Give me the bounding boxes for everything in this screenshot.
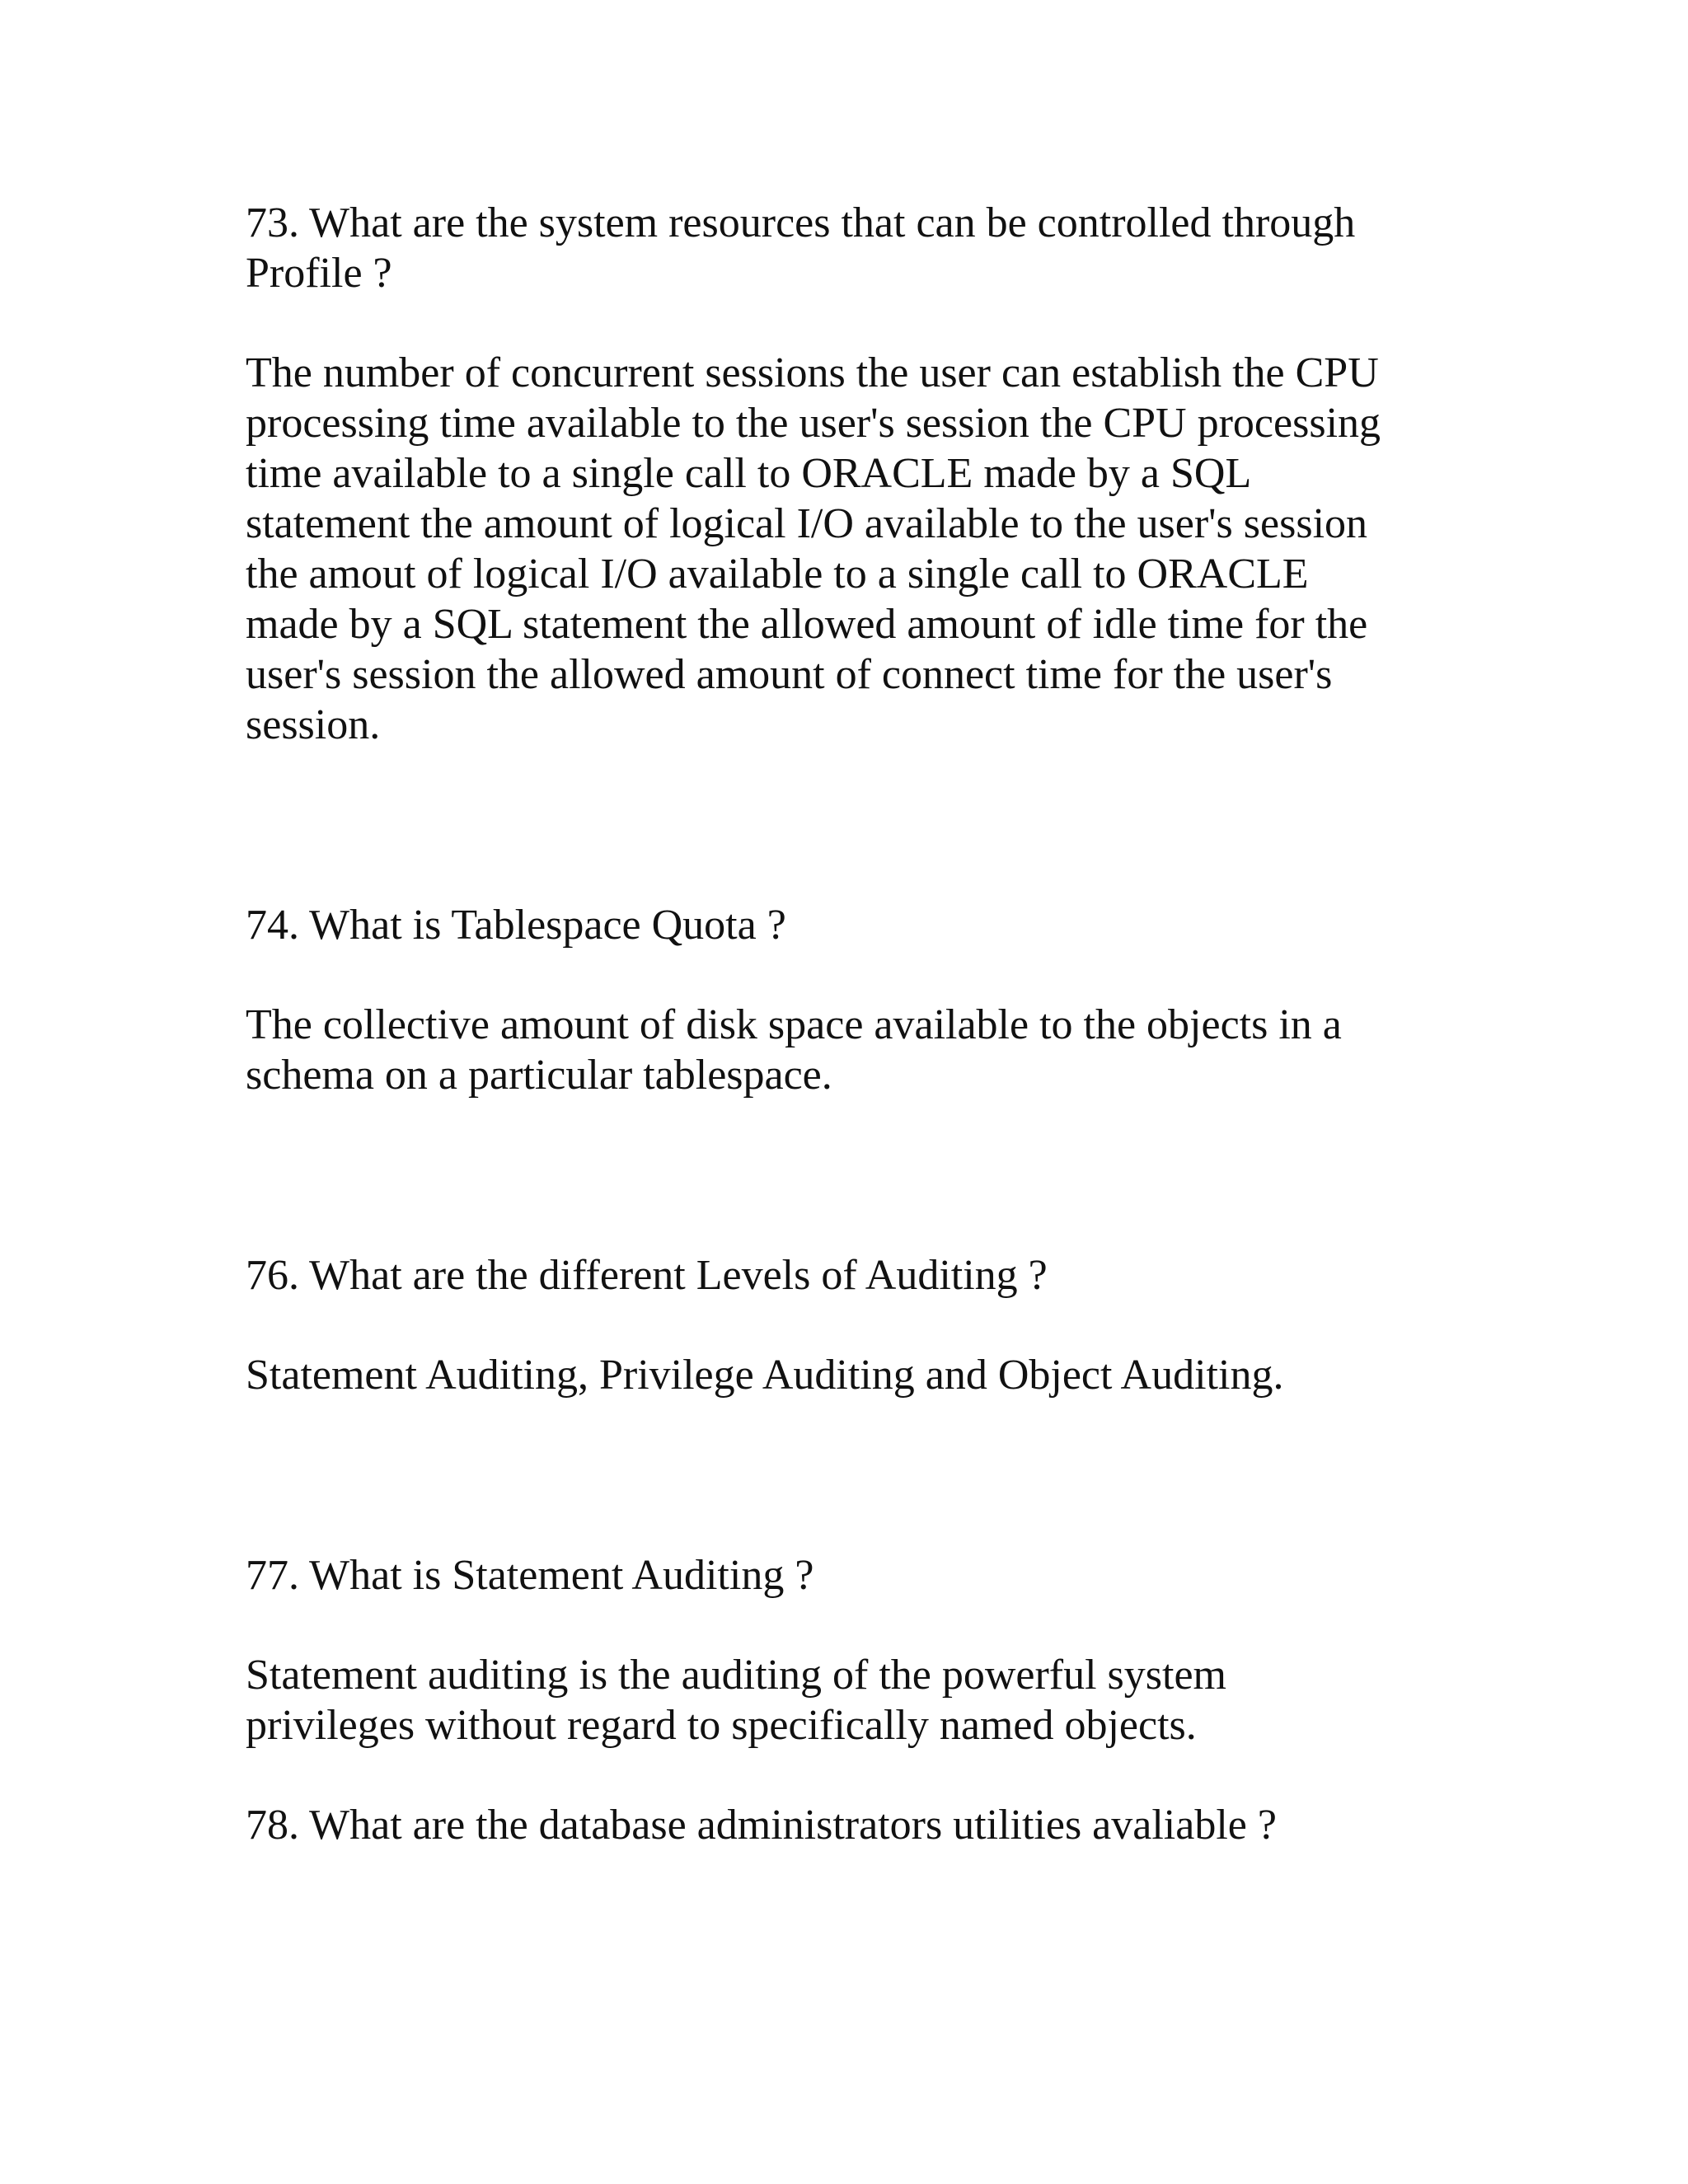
question-78: 78. What are the database administrators utilities avaliable ? (246, 1802, 1277, 1849)
question-76: 76. What are the different Levels of Auditing ? (246, 1252, 1048, 1299)
answer-74-line-2: schema on a particular tablespace. (246, 1052, 832, 1099)
question-77: 77. What is Statement Auditing ? (246, 1552, 814, 1599)
question-73-line-1: 73. What are the system resources that can be controlled through (246, 199, 1356, 246)
answer-76: Statement Auditing, Privilege Auditing and Object Auditing. (246, 1352, 1284, 1399)
answer-73-line-8: session. (246, 701, 381, 748)
answer-77-line-1: Statement auditing is the auditing of the powerful system (246, 1652, 1227, 1699)
answer-73-line-4: statement the amount of logical I/O available to the user's session (246, 500, 1368, 547)
question-74: 74. What is Tablespace Quota ? (246, 902, 786, 949)
answer-77-line-2: privileges without regard to specifically named objects. (246, 1702, 1197, 1749)
answer-73-line-3: time available to a single call to ORACLE made by a SQL (246, 450, 1252, 497)
answer-73-line-2: processing time available to the user's session the CPU processing (246, 400, 1381, 447)
answer-73-line-7: user's session the allowed amount of connect time for the user's (246, 651, 1333, 698)
question-73-line-2: Profile ? (246, 250, 392, 297)
answer-73-line-5: the amout of logical I/O available to a single call to ORACLE (246, 551, 1309, 598)
answer-73-line-1: The number of concurrent sessions the user can establish the CPU (246, 349, 1379, 396)
answer-73-line-6: made by a SQL statement the allowed amount of idle time for the (246, 601, 1368, 648)
answer-74-line-1: The collective amount of disk space available to the objects in a (246, 1001, 1342, 1048)
